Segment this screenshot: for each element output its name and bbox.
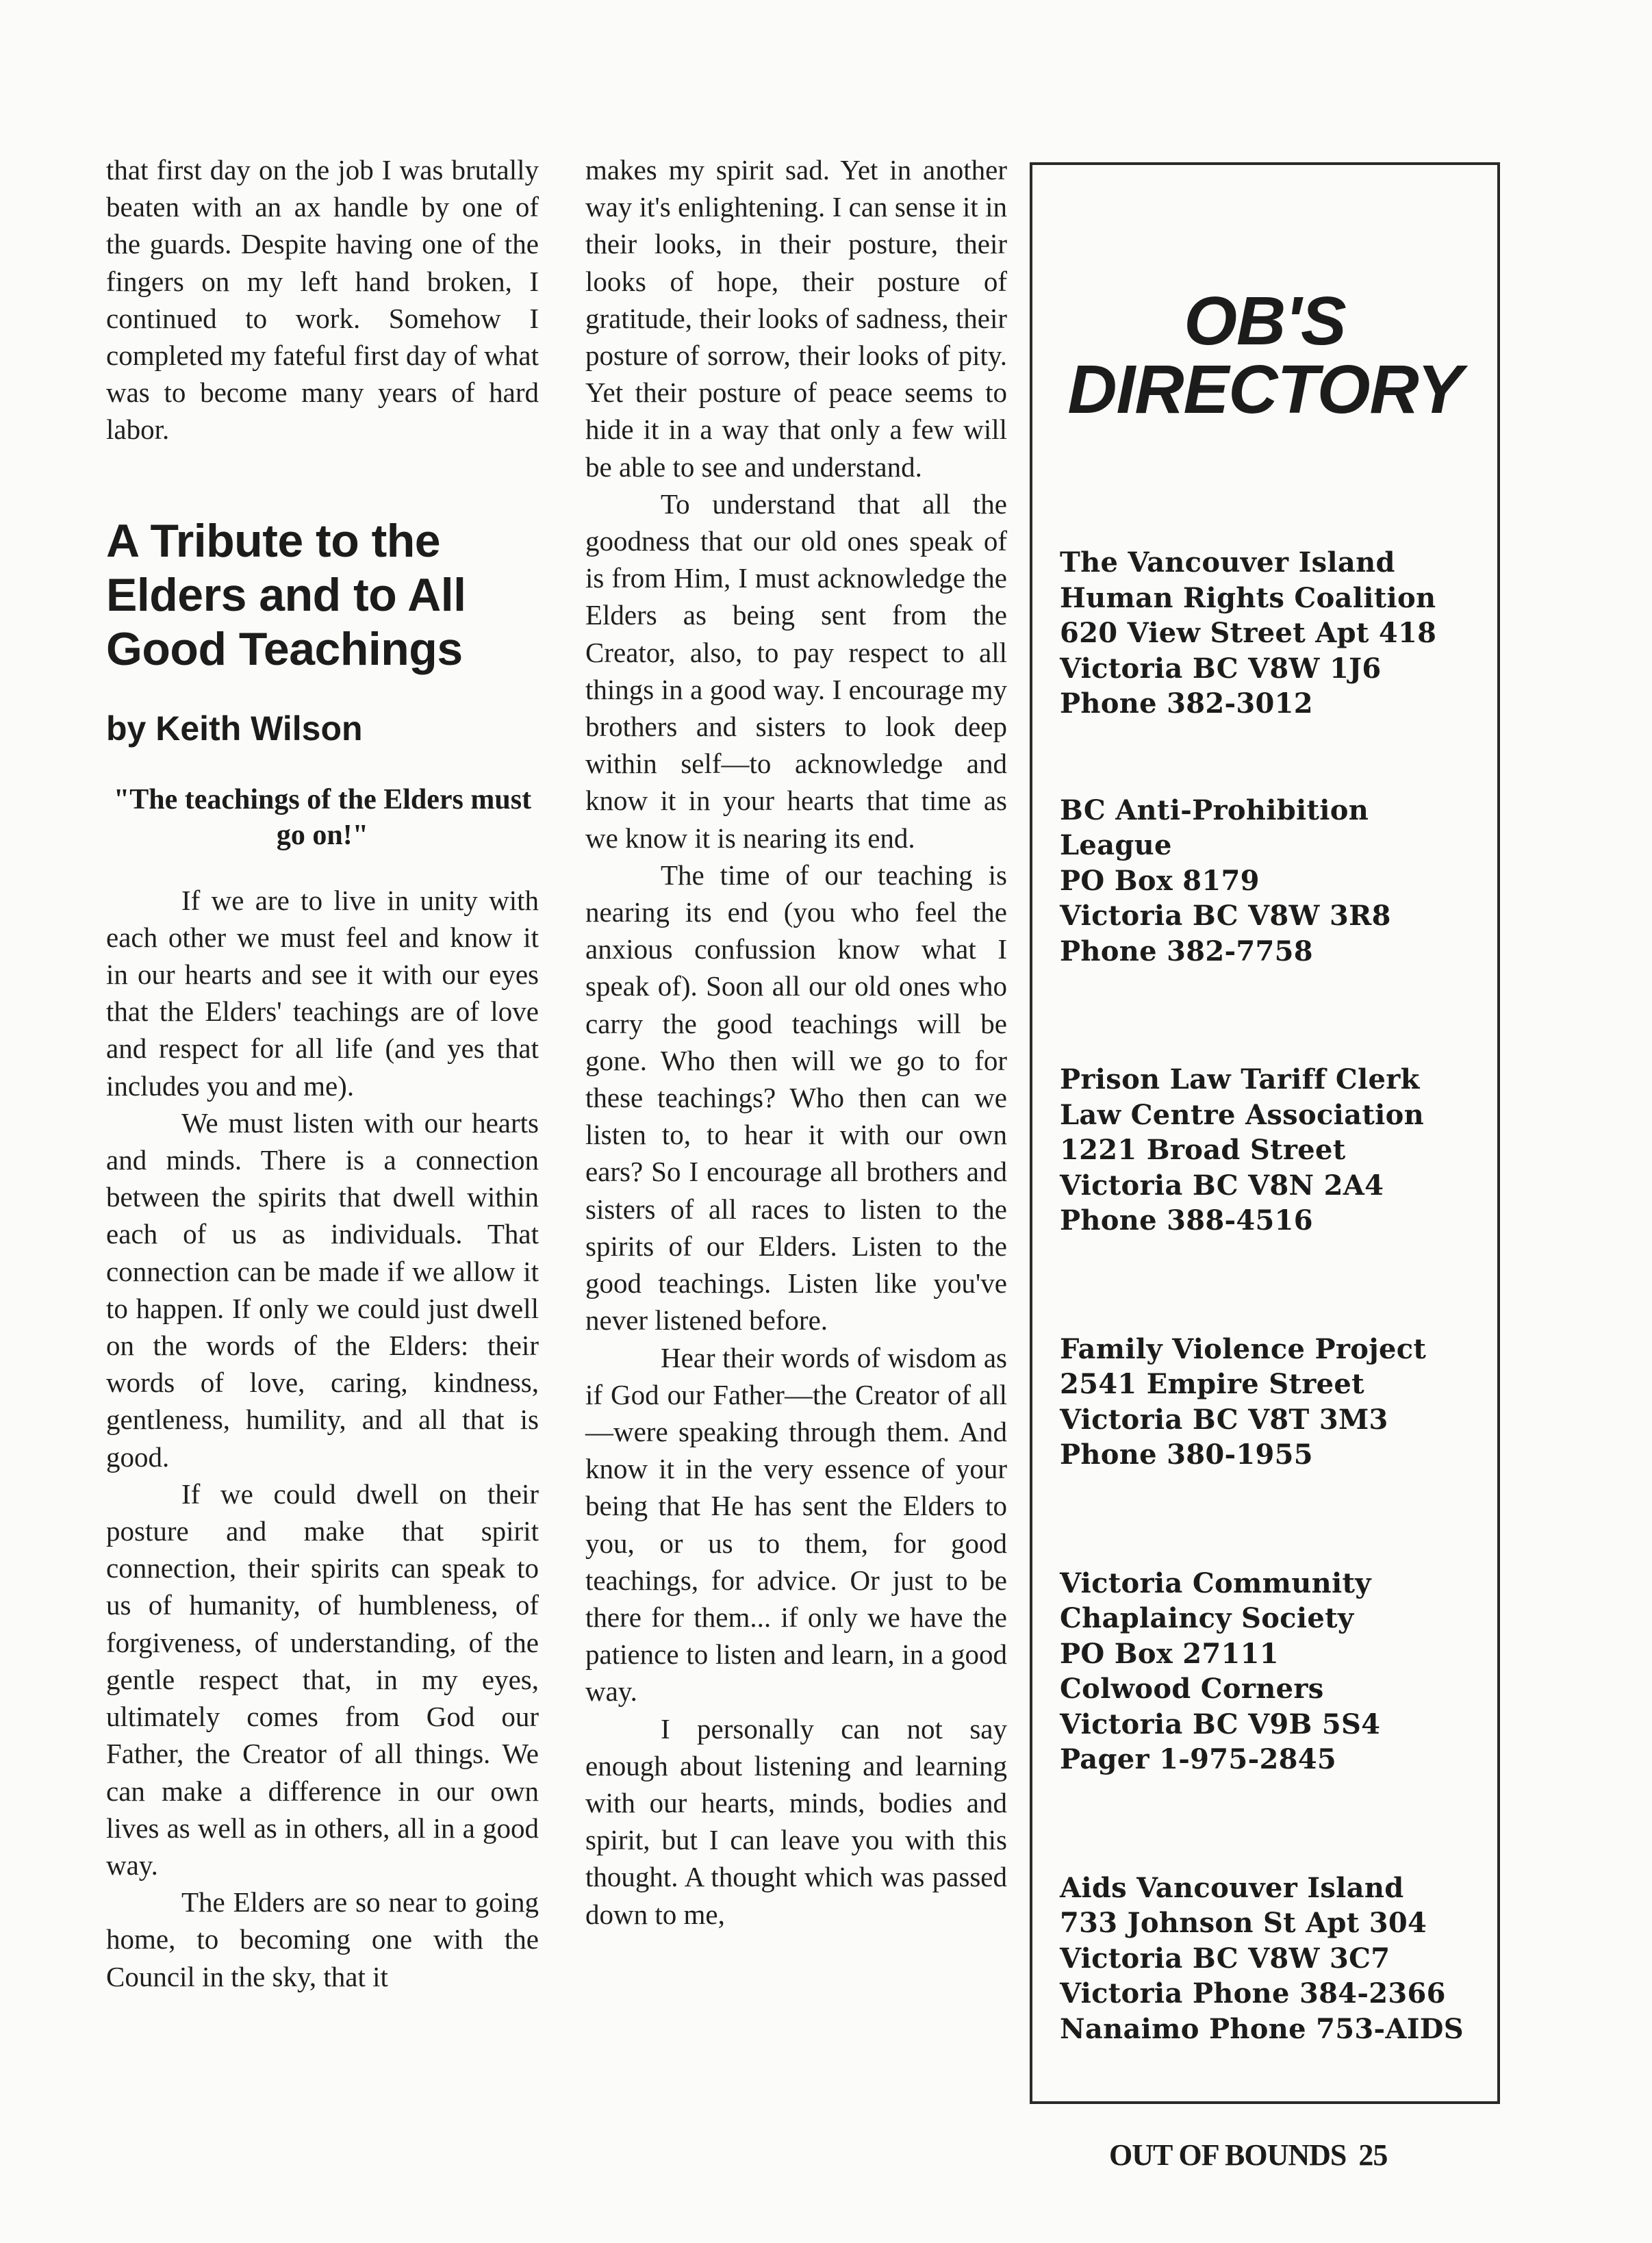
entry-pager: Pager 1-975-2845 [1060, 1743, 1336, 1775]
body-paragraph: The time of our teaching is nearing its end (you who feel the anxious confussion know what I speak of). Soon all our old ones who carry the good teachings will be gone. Who then will we go to for these teachings? Who then can we listen to, to hear it with our own ears? So I encourage all brothers and sisters of all races to listen to the spirits of our Elders. Listen to the good teachings. Listen like you've never listened before. [585, 859, 1007, 1336]
entry-phone: Phone 380-1955 [1060, 1439, 1313, 1471]
body-paragraph: If we could dwell on their posture and make that spirit connection, their spirits can speak to us of humanity, of humbleness, of forgiveness, of understanding, of the gentle respect that, in my eyes, ultimately comes from God our Father, the Creator of all things. We can make a difference in our own lives as well as in others, all in a good way. [106, 1478, 539, 1881]
page-footer [1109, 2138, 1387, 2172]
directory-entries [1060, 545, 1484, 2046]
entry-city: Victoria BC V9B 5S4 [1060, 1708, 1381, 1740]
directory-entry [1060, 1871, 1484, 2047]
entry-name: Aids Vancouver Island [1060, 1871, 1404, 1904]
entry-address: PO Box 8179 [1060, 864, 1260, 897]
directory-entry [1060, 793, 1484, 970]
body-paragraph: Hear their words of wisdom as if God our Father—the Creator of all—were speaking through them. And know it in the very essence of your being that He has sent the Elders to you, or us to them, for good teachings, for advice. Or just to be there for them... if only we have the patience to listen and learn, in a good way. [585, 1341, 1007, 1708]
body-paragraph: We must listen with our hearts and minds. There is a connection between the spirits that dwell within each of us as individuals. That connection can be made if we allow it to happen. If only we could just dwell on the words of the Elders: their words of love, caring, kindness, gentleness, humility, and all that is good. [106, 1106, 539, 1473]
body-paragraph: I personally can not say enough about listening and learning with our hearts, minds, bodies and spirit, but I can leave you with this thought. A thought which was passed down to me, [585, 1712, 1007, 1930]
entry-name: Prison Law Tariff Clerk [1060, 1063, 1420, 1095]
entry-city: Victoria BC V8W 3R8 [1060, 900, 1391, 932]
middle-column [585, 151, 1007, 1933]
entry-phone: Phone 388-4516 [1060, 1204, 1313, 1237]
entry-name: Human Rights Coalition [1060, 581, 1436, 614]
directory-entry [1060, 1566, 1484, 1777]
body-paragraph: The Elders are so near to going home, to becoming one with the Council in the sky, that it [106, 1886, 539, 1992]
directory-title [1032, 283, 1497, 428]
directory-title-line-1: OB'S [1184, 283, 1346, 359]
entry-name: Law Centre Association [1060, 1098, 1424, 1131]
entry-address: 2541 Empire Street [1060, 1368, 1364, 1400]
entry-name: BC Anti-Prohibition [1060, 794, 1369, 826]
entry-name: Chaplaincy Society [1060, 1602, 1354, 1634]
entry-phone: Nanaimo Phone 753-AIDS [1060, 2012, 1464, 2045]
body-paragraph: To understand that all the goodness that our old ones speak of is from Him, I must acknowledge the Elders as being sent from the Creator, also, to pay respect to all things in a good way. I encourage my brothers and sisters to look deep within self—to acknowledge and know it in your hearts that time as we know it is nearing its end. [585, 487, 1007, 854]
body-paragraph: If we are to live in unity with each other we must feel and know it in our hearts and see it with our eyes that the Elders' teachings are of love and respect for all life (and yes that includes you and me). [106, 884, 539, 1102]
entry-city: Victoria BC V8W 1J6 [1060, 652, 1382, 685]
entry-city: Victoria BC V8W 3C7 [1060, 1942, 1390, 1975]
entry-name: Victoria Community [1060, 1567, 1371, 1599]
entry-address: PO Box 27111 [1060, 1637, 1279, 1670]
entry-phone: Phone 382-7758 [1060, 935, 1313, 967]
article-byline: by Keith Wilson [106, 709, 363, 748]
entry-address: 1221 Broad Street [1060, 1134, 1346, 1166]
page-number: 25 [1358, 2138, 1388, 2172]
directory-entry [1060, 1062, 1484, 1239]
entry-address: 733 Johnson St Apt 304 [1060, 1907, 1427, 1939]
entry-address: Colwood Corners [1060, 1673, 1324, 1705]
entry-name: League [1060, 829, 1172, 861]
directory-title-line-2: DIRECTORY [1067, 351, 1462, 428]
entry-address: 620 View Street Apt 418 [1060, 617, 1437, 649]
article-lead-in: that first day on the job I was brutally beaten with an ax handle by one of the guards. Despite having one of the fingers on my left hand broken, I continued to work. Somehow I completed my fateful first day of what was to become many years of hard labor. [106, 154, 539, 446]
body-paragraph: makes my spirit sad. Yet in another way it's enlightening. I can sense it in their looks, in their posture, their looks of hope, their posture of gratitude, their looks of sadness, their posture of sorrow, their looks of pity. Yet their posture of peace seems to hide it in a way that only a few will be able to see and understand. [585, 154, 1008, 483]
article-title: A Tribute to the Elders and to All Good Teachings [106, 514, 466, 675]
entry-phone: Phone 382-3012 [1060, 687, 1313, 720]
entry-city: Victoria BC V8T 3M3 [1060, 1403, 1388, 1436]
publication-name: OUT OF BOUNDS [1109, 2138, 1347, 2172]
entry-phone: Victoria Phone 384-2366 [1060, 1977, 1446, 2010]
directory-box [1030, 162, 1500, 2104]
directory-entry [1060, 1332, 1484, 1473]
entry-name: The Vancouver Island [1060, 546, 1395, 579]
left-column [106, 151, 539, 1995]
entry-name: Family Violence Project [1060, 1332, 1427, 1365]
directory-entry [1060, 545, 1484, 722]
pull-quote: "The teachings of the Elders must go on!" [113, 783, 532, 851]
entry-city: Victoria BC V8N 2A4 [1060, 1169, 1384, 1202]
